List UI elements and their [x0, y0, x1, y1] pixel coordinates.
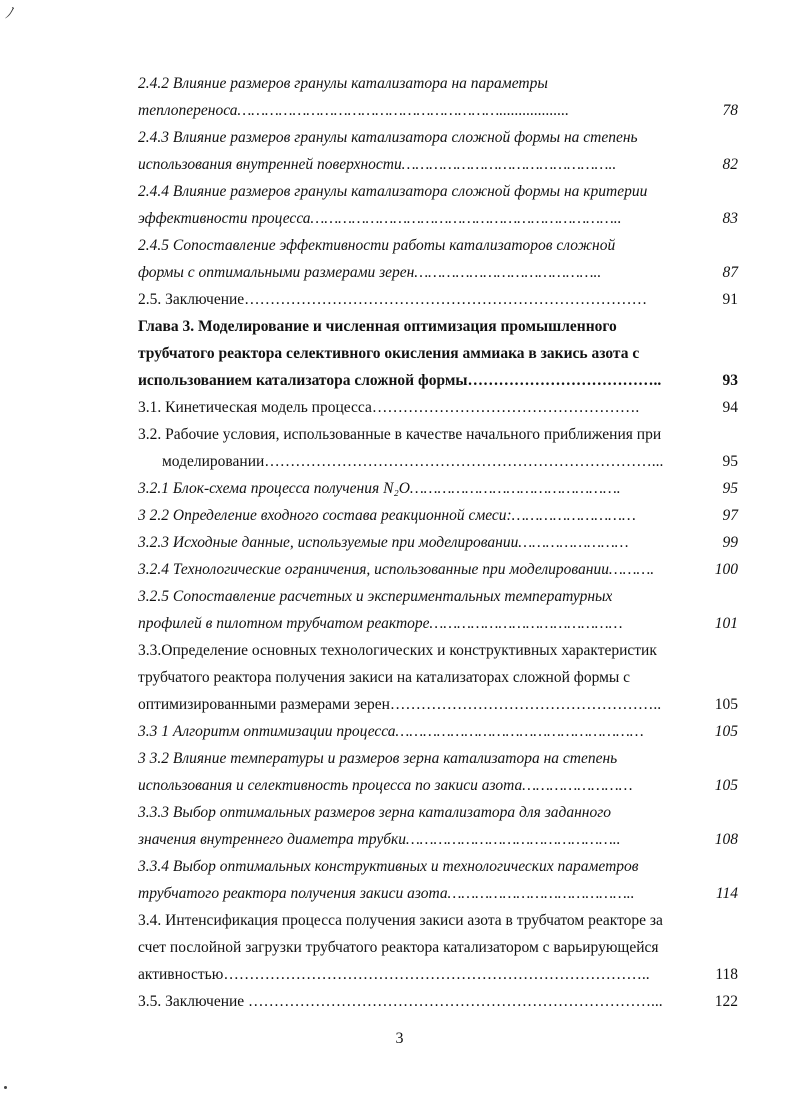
toc-entry-text: Глава 3. Моделирование и численная оптимизация промышленного	[138, 318, 617, 335]
page-number: 3	[395, 1030, 404, 1047]
toc-entry-text: 3.3.3 Выбор оптимальных размеров зерна катализатора для заданного	[138, 804, 612, 821]
toc-page-number: 83	[722, 210, 738, 227]
toc-line	[138, 799, 738, 826]
toc-line	[138, 97, 738, 124]
toc-entry-text: теплопереноса…………………………………………………..................	[138, 102, 570, 119]
toc-entry-text: трубчатого реактора получения закиси на катализаторах сложной формы с	[138, 669, 631, 686]
toc-entry-text: моделировании…………………………………………………………………...	[162, 453, 664, 470]
toc-line	[138, 907, 738, 934]
toc-line	[138, 583, 738, 610]
toc-line	[138, 259, 738, 286]
toc-entry-text: трубчатого реактора получения закиси азота…………………………………..	[138, 885, 635, 902]
toc-page-number: 99	[722, 534, 738, 551]
toc-line	[138, 961, 738, 988]
toc-page-number: 78	[722, 102, 738, 119]
toc-entry-text: 3.3 1 Алгоритм оптимизации процесса………………………………………………	[138, 723, 644, 740]
toc-entry-text: 2.4.3 Влияние размеров гранулы катализатора сложной формы на степень	[138, 129, 638, 146]
toc-page-number: 122	[714, 993, 738, 1010]
toc-entry-text: использования и селективность процесса по закиси азота……………………	[138, 777, 633, 794]
toc-line	[138, 610, 738, 637]
toc-page-number: 108	[714, 831, 738, 848]
toc-line	[138, 475, 738, 502]
toc-line	[138, 718, 738, 745]
toc-entry-text: эффективности процесса…………………………………………………………..	[138, 210, 622, 227]
toc-entry-text: 2.5. Заключение……………………………………………………………………	[138, 291, 648, 308]
toc-page-number: 94	[722, 399, 738, 416]
toc-page-number: 93	[722, 372, 738, 389]
toc-entry-text: 3 2.2 Определение входного состава реакционной смеси:………………………	[138, 507, 636, 524]
toc-line	[138, 394, 738, 421]
table-of-contents	[138, 70, 738, 1015]
toc-page-number: 105	[714, 777, 738, 794]
toc-entry-text: 2.4.4 Влияние размеров гранулы катализатора сложной формы на критерии	[138, 183, 648, 200]
toc-page-number: 95	[722, 480, 738, 497]
toc-page-number: 87	[722, 264, 738, 281]
toc-entry-text: профилей в пилотном трубчатом реакторе……………………………………	[138, 615, 623, 632]
toc-entry-text: 3.2. Рабочие условия, использованные в качестве начального приближения при	[138, 426, 662, 443]
toc-line	[138, 286, 738, 313]
toc-line	[138, 70, 738, 97]
toc-entry-text: использованием катализатора сложной формы………………………………..	[138, 372, 662, 389]
toc-page-number: 118	[715, 966, 738, 983]
toc-entry-text: трубчатого реактора селективного окисления аммиака в закись азота с	[138, 345, 640, 362]
toc-line	[138, 880, 738, 907]
toc-entry-text: 3.2.5 Сопоставление расчетных и экспериментальных температурных	[138, 588, 613, 605]
toc-entry-text: использования внутренней поверхности………………………………………..	[138, 156, 617, 173]
toc-line	[138, 367, 738, 394]
toc-page-number: 101	[714, 615, 738, 632]
toc-line	[138, 502, 738, 529]
corner-dot	[4, 1086, 7, 1089]
toc-entry-text: счет послойной загрузки трубчатого реактора катализатором с варьирующейся	[138, 939, 659, 956]
toc-entry-text: 3.3.4 Выбор оптимальных конструктивных и технологических параметров	[138, 858, 639, 875]
toc-entry-text: 3.1. Кинетическая модель процесса…………………………………………….	[138, 399, 640, 416]
toc-line	[138, 664, 738, 691]
toc-line	[138, 745, 738, 772]
toc-page-number: 105	[714, 723, 738, 740]
toc-line	[138, 637, 738, 664]
toc-entry-text: 3.3.Определение основных технологических и конструктивных характеристик	[138, 642, 657, 659]
toc-line	[138, 934, 738, 961]
toc-line	[138, 340, 738, 367]
toc-entry-text: формы с оптимальными размерами зерен…………………………………..	[138, 264, 602, 281]
toc-line	[138, 853, 738, 880]
toc-page-number: 97	[722, 507, 738, 524]
toc-entry-text: активностью………………………………………………………………………..	[138, 966, 650, 983]
toc-line	[138, 826, 738, 853]
corner-mark: ﾉ	[5, 6, 13, 22]
toc-line	[138, 151, 738, 178]
toc-entry-text: 3 3.2 Влияние температуры и размеров зерна катализатора на степень	[138, 750, 618, 767]
toc-page-number: 95	[722, 453, 738, 470]
toc-entry-text: 3.4. Интенсификация процесса получения закиси азота в трубчатом реакторе за	[138, 912, 663, 929]
toc-entry-text: 2.4.2 Влияние размеров гранулы катализатора на параметры	[138, 75, 548, 92]
toc-line	[138, 124, 738, 151]
toc-line	[138, 313, 738, 340]
toc-page-number: 114	[715, 885, 738, 902]
toc-entry-text: 3.2.4 Технологические ограничения, использованные при моделировании……….	[138, 561, 655, 578]
toc-page-number: 91	[722, 291, 738, 308]
toc-entry-text: 3.2.1 Блок-схема процесса получения N₂O……………………………………….	[138, 480, 621, 497]
toc-line	[138, 178, 738, 205]
toc-line	[138, 421, 738, 448]
toc-line	[138, 772, 738, 799]
toc-line	[138, 232, 738, 259]
toc-page-number: 105	[714, 696, 738, 713]
toc-line	[138, 448, 738, 475]
toc-line	[138, 988, 738, 1015]
toc-entry-text: оптимизированными размерами зерен……………………………………………..	[138, 696, 662, 713]
toc-line	[138, 205, 738, 232]
toc-line	[138, 691, 738, 718]
toc-page-number: 82	[722, 156, 738, 173]
toc-entry-text: значения внутреннего диаметра трубки………………………………………..	[138, 831, 621, 848]
toc-line	[138, 529, 738, 556]
toc-page-number: 100	[714, 561, 738, 578]
toc-entry-text: 3.5. Заключение ……………………………………………………………………...	[138, 993, 663, 1010]
toc-entry-text: 2.4.5 Сопоставление эффективности работы катализаторов сложной	[138, 237, 616, 254]
toc-entry-text: 3.2.3 Исходные данные, используемые при моделировании……………………	[138, 534, 629, 551]
toc-line	[138, 556, 738, 583]
